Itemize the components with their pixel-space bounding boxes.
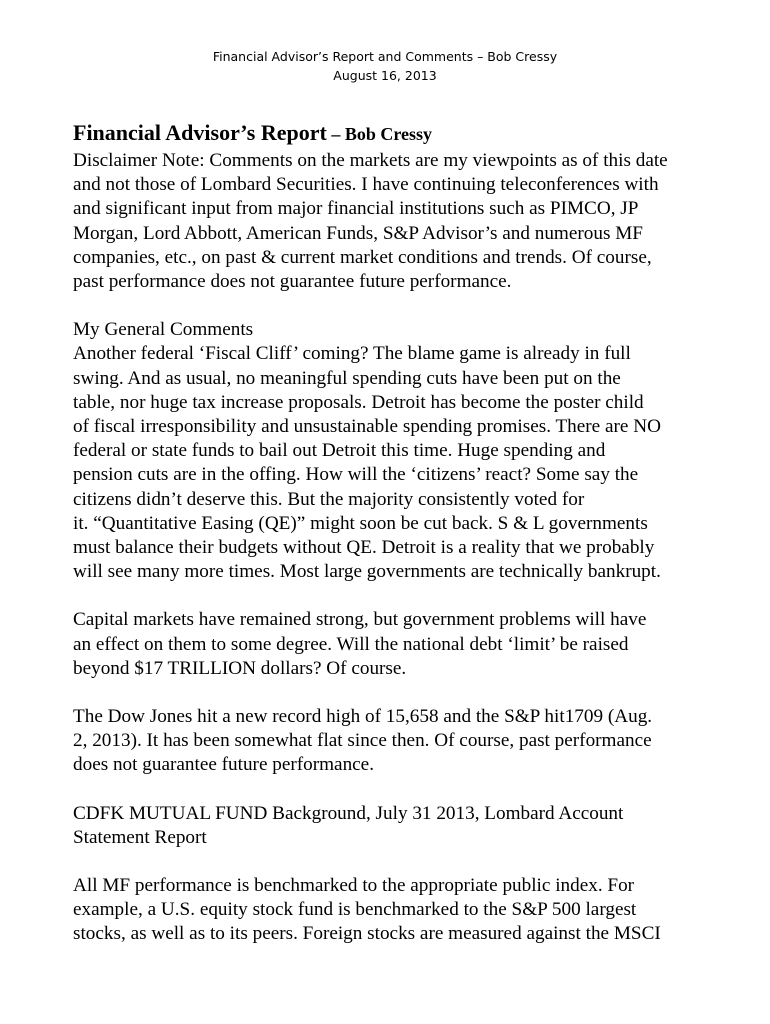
text-line: Morgan, Lord Abbott, American Funds, S&P Advisor’s and numerous MF: [73, 222, 643, 244]
text-line: The Dow Jones hit a new record high of 15,658 and the S&P hit1709 (Aug.: [73, 706, 653, 728]
text-line: of fiscal irresponsibility and unsustainable spending promises. There are NO: [73, 416, 661, 438]
report-title: [73, 120, 713, 147]
header-title: Financial Advisor’s Report and Comments – Bob Cressy: [212, 49, 558, 64]
text-line: Statement Report: [73, 826, 207, 848]
text-line: All MF performance is benchmarked to the appropriate public index. For: [73, 875, 635, 897]
text-line: and significant input from major financial institutions such as PIMCO, JP: [73, 198, 639, 220]
text-line: swing. And as usual, no meaningful spending cuts have been put on the: [73, 367, 621, 389]
report-title-main: Financial Advisor’s Report: [73, 120, 327, 145]
disclaimer-paragraph: [73, 149, 713, 294]
cdfk-background-paragraph: [73, 802, 713, 850]
section-heading: My General Comments: [73, 319, 254, 341]
text-line: Another federal ‘Fiscal Cliff’ coming? The blame game is already in full: [73, 343, 631, 365]
capital-markets-paragraph: [73, 608, 713, 681]
report-title-author: – Bob Cressy: [326, 124, 432, 144]
running-header: [0, 47, 770, 85]
text-line: citizens didn’t deserve this. But the majority consistently voted for: [73, 488, 585, 510]
text-line: Disclaimer Note: Comments on the markets are my viewpoints as of this date: [73, 150, 668, 171]
text-line: will see many more times. Most large governments are technically bankrupt.: [73, 561, 661, 583]
text-line: beyond $17 TRILLION dollars? Of course.: [73, 657, 407, 679]
text-line: and not those of Lombard Securities. I have continuing teleconferences with: [73, 174, 659, 196]
dow-jones-paragraph: [73, 705, 713, 778]
text-line: companies, etc., on past & current market conditions and trends. Of course,: [73, 246, 652, 268]
header-date: August 16, 2013: [333, 68, 437, 83]
text-line: must balance their budgets without QE. Detroit is a reality that we probably: [73, 537, 655, 559]
text-line: Capital markets have remained strong, but government problems will have: [73, 609, 647, 631]
text-line: federal or state funds to bail out Detroit this time. Huge spending and: [73, 440, 606, 462]
text-line: pension cuts are in the offing. How will the ‘citizens’ react? Some say the: [73, 464, 639, 486]
text-line: it. “Quantitative Easing (QE)” might soon be cut back. S & L governments: [73, 512, 648, 534]
text-line: example, a U.S. equity stock fund is benchmarked to the S&P 500 largest: [73, 899, 637, 921]
text-line: stocks, as well as to its peers. Foreign stocks are measured against the MSCI: [73, 923, 661, 945]
text-line: does not guarantee future performance.: [73, 754, 374, 776]
text-line: CDFK MUTUAL FUND Background, July 31 2013, Lombard Account: [73, 802, 624, 824]
benchmark-paragraph: [73, 874, 713, 947]
text-line: 2, 2013). It has been somewhat flat since then. Of course, past performance: [73, 730, 652, 752]
text-line: table, nor huge tax increase proposals. Detroit has become the poster child: [73, 391, 644, 413]
general-comments-paragraph: [73, 318, 713, 584]
text-line: past performance does not guarantee future performance.: [73, 271, 512, 293]
document-body: [73, 120, 713, 947]
text-line: an effect on them to some degree. Will the national debt ‘limit’ be raised: [73, 633, 629, 655]
